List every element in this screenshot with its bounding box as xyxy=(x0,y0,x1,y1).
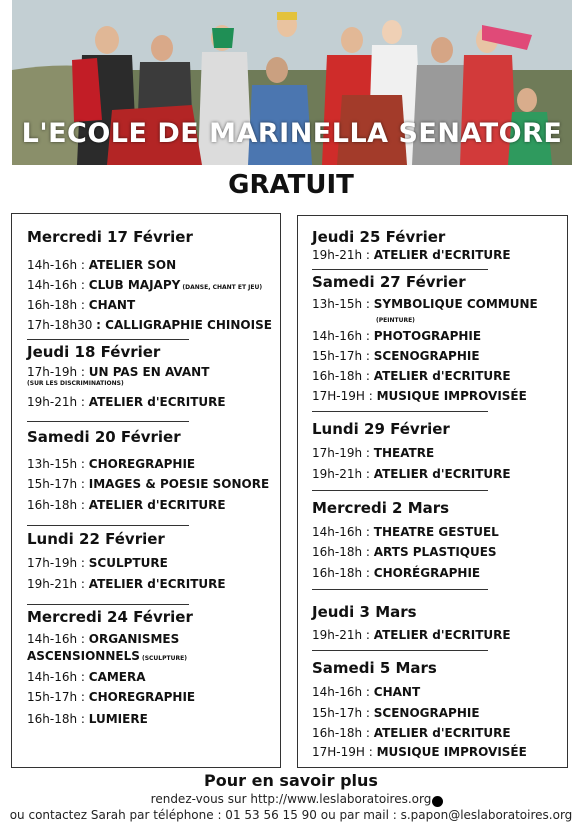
entry-subnote: (PEINTURE) xyxy=(376,317,415,324)
schedule-entry xyxy=(312,545,497,559)
schedule-entry xyxy=(312,745,527,759)
schedule-entry xyxy=(312,369,511,383)
entry-activity: SCENOGRAPHIE xyxy=(373,706,480,720)
schedule-entry xyxy=(27,278,262,292)
free-label: GRATUIT xyxy=(228,170,354,200)
day-divider xyxy=(27,421,189,422)
day-heading: Lundi 22 Février xyxy=(27,530,165,548)
entry-time: 16h-18h : xyxy=(27,498,89,512)
schedule-entry xyxy=(312,685,420,699)
schedule-entry xyxy=(312,248,511,262)
entry-activity: ATELIER d'ECRITURE xyxy=(373,248,511,262)
schedule-entry xyxy=(312,467,511,481)
entry-time: 16h-18h : xyxy=(312,369,374,383)
entry-activity: MUSIQUE IMPROVISÉE xyxy=(376,745,527,759)
day-heading: Jeudi 25 Février xyxy=(312,228,446,246)
entry-activity: ATELIER d'ECRITURE xyxy=(373,467,511,481)
schedule-entry xyxy=(27,670,146,684)
entry-time: 15h-17h : xyxy=(27,477,89,491)
schedule-entry xyxy=(27,477,269,491)
day-heading: Mercredi 24 Février xyxy=(27,608,193,626)
schedule-entry xyxy=(312,329,481,343)
entry-time: 16h-18h : xyxy=(312,566,374,580)
entry-time: 17h-18h30 xyxy=(27,318,97,332)
entry-time: 14h-16h : xyxy=(312,685,374,699)
entry-activity: CAMERA xyxy=(88,670,146,684)
entry-activity: CHOREGRAPHIE xyxy=(88,457,196,471)
entry-activity: ASCENSIONNELS xyxy=(27,649,140,663)
entry-note: (SCULPTURE) xyxy=(139,655,187,662)
entry-time: 14h-16h : xyxy=(312,525,374,539)
entry-time: 19h-21h : xyxy=(312,248,374,262)
entry-time: 13h-15h : xyxy=(312,297,374,311)
banner-photo xyxy=(12,0,572,165)
schedule-entry xyxy=(27,690,195,704)
schedule-entry xyxy=(27,498,226,512)
entry-activity: ATELIER d'ECRITURE xyxy=(373,369,511,383)
entry-time: 15h-17h : xyxy=(312,706,374,720)
entry-activity: ATELIER d'ECRITURE xyxy=(88,498,226,512)
day-heading: Jeudi 3 Mars xyxy=(312,603,417,621)
entry-time: 15h-17h : xyxy=(312,349,374,363)
entry-time: 14h-16h : xyxy=(27,670,89,684)
entry-activity: CHOREGRAPHIE xyxy=(88,690,196,704)
entry-time: 13h-15h : xyxy=(27,457,89,471)
bullet-dot xyxy=(432,796,443,807)
entry-time: 15h-17h : xyxy=(27,690,89,704)
schedule-entry xyxy=(312,389,527,403)
entry-time: 17H-19H : xyxy=(312,745,377,759)
schedule-entry xyxy=(27,632,179,646)
entry-time: 16h-18h : xyxy=(312,545,374,559)
entry-time: 14h-16h : xyxy=(27,278,89,292)
day-divider xyxy=(312,589,488,590)
entry-time: 14h-16h : xyxy=(27,258,89,272)
schedule-entry xyxy=(27,395,226,409)
day-heading: Samedi 20 Février xyxy=(27,428,181,446)
footer-title: Pour en savoir plus xyxy=(204,771,378,790)
entry-activity: CLUB MAJAPY xyxy=(88,278,181,292)
schedule-entry xyxy=(27,577,226,591)
day-divider xyxy=(312,490,488,491)
entry-activity: : CALLIGRAPHIE CHINOISE xyxy=(96,318,272,332)
entry-activity: ATELIER d'ECRITURE xyxy=(88,395,226,409)
day-heading: Jeudi 18 Février xyxy=(27,343,161,361)
schedule-entry xyxy=(312,706,480,720)
entry-activity: ATELIER SON xyxy=(88,258,177,272)
entry-subnote: (SUR LES DISCRIMINATIONS) xyxy=(27,380,124,387)
footer-website: rendez-vous sur http://www.leslaboratoires.org xyxy=(150,792,432,806)
day-heading: Samedi 5 Mars xyxy=(312,659,437,677)
banner-title: L'ECOLE DE MARINELLA SENATORE xyxy=(21,118,563,149)
schedule-entry xyxy=(312,628,511,642)
schedule-entry xyxy=(312,525,499,539)
footer-contact: ou contactez Sarah par téléphone : 01 53 56 15 90 ou par mail : s.papon@leslaboratoires.org xyxy=(9,808,573,822)
entry-activity: CHORÉGRAPHIE xyxy=(373,566,481,580)
entry-time: 17h-19h : xyxy=(27,556,89,570)
entry-time: 17h-19h : xyxy=(27,365,89,379)
entry-activity: UN PAS EN AVANT xyxy=(88,365,210,379)
schedule-entry xyxy=(312,726,511,740)
day-heading: Mercredi 17 Février xyxy=(27,228,193,246)
entry-time: 16h-18h : xyxy=(27,712,89,726)
entry-time: 17H-19H : xyxy=(312,389,377,403)
entry-time: 19h-21h : xyxy=(27,395,89,409)
entry-time: 19h-21h : xyxy=(312,628,374,642)
entry-time: 16h-18h : xyxy=(312,726,374,740)
entry-activity: ATELIER d'ECRITURE xyxy=(88,577,226,591)
entry-activity: SCENOGRAPHIE xyxy=(373,349,480,363)
entry-activity: CHANT xyxy=(373,685,421,699)
day-heading: Samedi 27 Février xyxy=(312,273,466,291)
day-heading: Mercredi 2 Mars xyxy=(312,499,450,517)
day-divider xyxy=(27,339,189,340)
schedule-entry xyxy=(27,365,209,379)
entry-activity: SYMBOLIQUE COMMUNE xyxy=(373,297,538,311)
schedule-entry xyxy=(27,712,148,726)
entry-time: 16h-18h : xyxy=(27,298,89,312)
schedule-entry xyxy=(312,349,480,363)
schedule-entry xyxy=(27,298,135,312)
schedule-entry xyxy=(27,318,272,332)
entry-activity: ORGANISMES xyxy=(88,632,180,646)
schedule-entry xyxy=(27,457,195,471)
entry-activity: MUSIQUE IMPROVISÉE xyxy=(376,389,527,403)
entry-activity: ARTS PLASTIQUES xyxy=(373,545,497,559)
day-divider xyxy=(27,525,189,526)
day-divider xyxy=(312,269,488,270)
entry-time: 17h-19h : xyxy=(312,446,374,460)
schedule-entry xyxy=(27,258,176,272)
day-divider xyxy=(312,650,488,651)
entry-time: 19h-21h : xyxy=(27,577,89,591)
schedule-entry xyxy=(312,446,434,460)
entry-activity: THEATRE xyxy=(373,446,435,460)
entry-activity: THEATRE GESTUEL xyxy=(373,525,499,539)
schedule-entry xyxy=(27,649,187,663)
schedule-entry xyxy=(312,566,480,580)
day-divider xyxy=(27,604,189,605)
entry-activity: ATELIER d'ECRITURE xyxy=(373,726,511,740)
entry-activity: IMAGES & POESIE SONORE xyxy=(88,477,270,491)
entry-activity: CHANT xyxy=(88,298,136,312)
entry-time: 14h-16h : xyxy=(312,329,374,343)
day-heading: Lundi 29 Février xyxy=(312,420,450,438)
entry-activity: SCULPTURE xyxy=(88,556,168,570)
entry-activity: PHOTOGRAPHIE xyxy=(373,329,482,343)
schedule-entry xyxy=(312,297,538,311)
entry-time: 19h-21h : xyxy=(312,467,374,481)
schedule-entry xyxy=(27,556,168,570)
day-divider xyxy=(312,411,488,412)
entry-activity: ATELIER d'ECRITURE xyxy=(373,628,511,642)
entry-time: 14h-16h : xyxy=(27,632,89,646)
entry-activity: LUMIERE xyxy=(88,712,148,726)
entry-note: (DANSE, CHANT ET JEU) xyxy=(180,284,263,291)
